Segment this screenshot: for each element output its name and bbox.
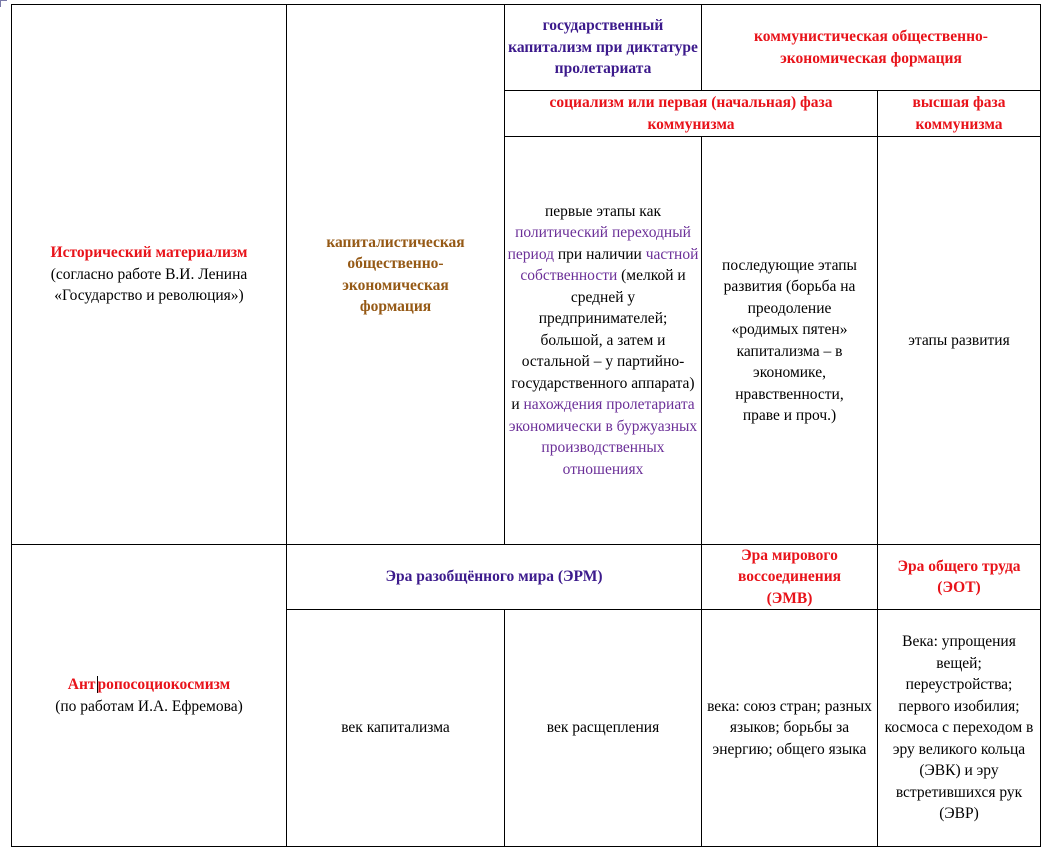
header-communist-formation: коммунистическая общественно-экономическая формация: [754, 28, 988, 67]
development-stages-cell: этапы развития: [908, 331, 1010, 349]
ages-union-cell: века: союз стран; разных языков; борьбы за энергию; общего языка: [707, 697, 872, 758]
anthroposociocosmism-cell: [12, 545, 286, 846]
private-property: частной собственности: [520, 245, 699, 285]
age-split-cell: век расщепления: [546, 719, 660, 737]
first-stages-text-3: при наличии: [557, 245, 642, 263]
header-socialism-phase: социализм или первая (начальная) фаза коммунизма: [549, 94, 833, 133]
political-transition-period: политический переходный период: [507, 224, 691, 263]
ages-simplification-cell: Века: упрощения вещей; переустройства; первого изобилия; космоса с переходом в эру великого кольца (ЭВК) и эру встретившихся рук (ЭВР): [884, 633, 1034, 823]
era-common-labor: Эра общего труда (ЭОТ): [897, 557, 1021, 596]
proletariat-bourgeois-relations: нахождения пролетариата экономически в буржуазных производственных отношениях: [508, 396, 698, 478]
first-stages-text-5: (мелкой и средней у предпринимателей; большой, а затем и остальной – у партийно-государственного аппарата) и: [511, 267, 695, 414]
era-disunited-world: Эра разобщённого мира (ЭРМ): [385, 568, 603, 586]
first-stages-cell: [505, 137, 701, 544]
title-part-2: ропосоциокосмизм: [97, 676, 231, 693]
later-stages-cell: последующие этапы развития (борьба на преодоление «родимых пятен» капитализма – в экономике, нравственности, праве и проч.): [722, 256, 857, 424]
age-capitalism-cell: век капитализма: [341, 719, 450, 737]
era-world-reunion: Эра мирового воссоединения (ЭМВ): [737, 546, 842, 607]
header-higher-phase: высшая фаза коммунизма: [912, 94, 1006, 133]
header-state-capitalism: государственный капитализм при диктатуре пролетариата: [508, 17, 698, 78]
title-part-1: Ант: [67, 676, 96, 693]
historical-materialism-subtitle: (согласно работе В.И. Ленина «Государство и революция»): [50, 265, 248, 305]
historical-materialism-title: Исторический материализм: [50, 244, 248, 262]
first-stages-text-1: первые этапы как: [545, 202, 661, 220]
anthroposociocosmism-subtitle: (по работам И.А. Ефремова): [55, 697, 243, 715]
anthroposociocosmism-title: [68, 676, 230, 693]
anchor-marker: [0, 0, 7, 7]
capitalist-formation-cell: капиталистическая общественно-экономическая формация: [326, 233, 465, 315]
historical-materialism-cell: [12, 5, 286, 544]
